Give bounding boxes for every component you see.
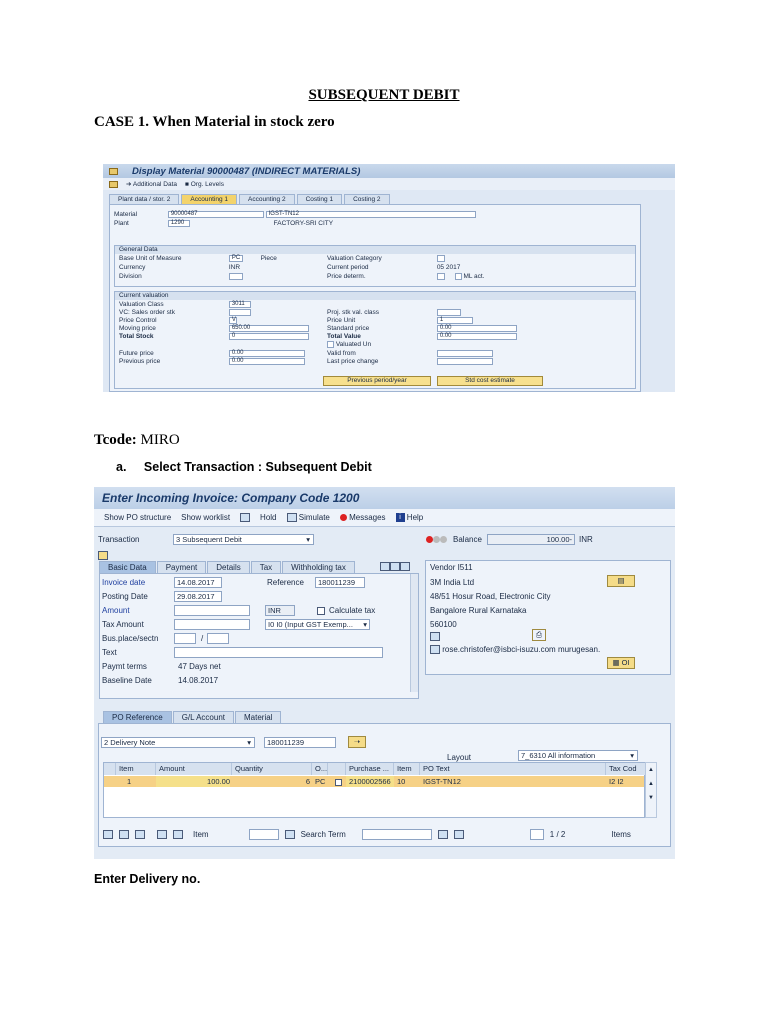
standard-price-field[interactable]: 0.00 (437, 325, 517, 332)
row-tax-code: I2 I2 (609, 777, 624, 786)
vendor-name: 3M India Ltd (430, 578, 475, 587)
future-price-label: Future price (119, 350, 154, 358)
vendor-panel (425, 560, 671, 675)
tab-withholding-tax[interactable]: Withholding tax (282, 561, 355, 573)
balance-label: Balance (453, 535, 482, 544)
page-field[interactable] (530, 829, 544, 840)
tax-code-select[interactable]: I0 I0 (Input GST Exemp... ▾ (265, 619, 370, 630)
total-stock-field[interactable]: 0 (229, 333, 309, 340)
search-term-icon[interactable] (285, 830, 295, 839)
sap2-toolbar (94, 509, 675, 527)
invoice-date-label: Invoice date (102, 578, 146, 587)
tab-scroll-icons[interactable] (380, 562, 410, 571)
case-title: CASE 1. When Material in stock zero (94, 114, 335, 130)
layout-label: Layout (447, 753, 472, 762)
item-field[interactable] (249, 829, 279, 840)
valid-from-label: Valid from (327, 350, 356, 358)
valuation-class-field[interactable]: 3011 (229, 301, 251, 308)
balance-traffic-light-icon (426, 535, 447, 544)
messages-icon (340, 514, 347, 521)
sap1-window-title: Display Material 90000487 (INDIRECT MATERIALS) (132, 165, 361, 177)
chevron-down-icon: ▾ (363, 620, 367, 629)
simulate-icon (287, 513, 297, 522)
tcode-value: MIRO (140, 432, 180, 448)
table-row[interactable] (104, 776, 644, 787)
current-valuation-group (114, 291, 636, 389)
vendor-city: Bangalore Rural Karnataka (430, 606, 527, 615)
insert-row-icon[interactable] (157, 830, 167, 839)
tab-plant-data[interactable]: Plant data / stor. 2 (109, 194, 179, 204)
vendor-bank-icon[interactable] (430, 632, 440, 641)
tab-accounting-1[interactable]: Accounting 1 (181, 194, 237, 204)
row-item: 1 (127, 777, 132, 786)
total-value-label: Total Value (327, 333, 361, 341)
plant-field[interactable]: 1290 (168, 220, 190, 227)
hold-button[interactable]: Hold (260, 513, 277, 522)
current-period-label: Current period (327, 264, 369, 271)
bus-place-label: Bus.place/sectn (102, 634, 159, 643)
currency-field[interactable]: INR (265, 605, 295, 616)
price-determ-label: Price determ. (327, 273, 366, 281)
tab-material[interactable]: Material (235, 711, 281, 723)
sap1-main-panel (109, 204, 641, 392)
text-field[interactable] (174, 647, 383, 658)
scrollbar[interactable] (410, 574, 418, 692)
row-quantity: 6 (305, 777, 310, 786)
show-po-structure-button[interactable]: Show PO structure (104, 513, 172, 522)
basic-data-panel (99, 573, 419, 699)
col-po-text[interactable]: PO Text (420, 763, 606, 775)
material-label: Material (114, 211, 138, 219)
calculate-tax-checkbox[interactable] (317, 606, 325, 615)
reference-doc-type-select[interactable]: 2 Delivery Note ▾ (101, 737, 255, 748)
proj-stk-label: Proj. stk val. class (327, 309, 380, 317)
toggle-header-icon[interactable] (98, 551, 108, 560)
reference-field[interactable]: 180011239 (315, 577, 365, 588)
col-order-unit[interactable]: O... (312, 763, 328, 775)
text-label: Text (102, 648, 117, 657)
amount-label: Amount (102, 606, 130, 615)
current-period-value: 05 2017 (436, 264, 461, 271)
tcode-line (94, 432, 180, 449)
last-price-change-label: Last price change (327, 358, 379, 366)
items-label: Items (611, 829, 631, 839)
chevron-down-icon: ▾ (306, 535, 310, 544)
simulate-button[interactable]: Simulate (287, 513, 330, 522)
vendor-title: Vendor I511 (430, 563, 473, 572)
display-change-icon[interactable] (109, 181, 118, 188)
tab-costing-2[interactable]: Costing 2 (344, 194, 389, 204)
calculate-tax-label: Calculate tax (329, 606, 376, 615)
tab-tax[interactable]: Tax (251, 561, 281, 573)
standard-price-label: Standard price (327, 325, 370, 333)
print-icon[interactable]: ⎙ (532, 629, 546, 641)
enter-delivery-instruction: Enter Delivery no. (94, 872, 201, 886)
general-data-header: General Data (115, 246, 635, 254)
row-unit: PC (315, 777, 326, 786)
ml-act-checkbox[interactable] (455, 273, 462, 280)
valid-from-field[interactable] (437, 350, 493, 357)
current-valuation-header: Current valuation (115, 292, 635, 300)
org-levels-button[interactable]: ■ Org. Levels (185, 180, 224, 188)
material-desc-field: IGST-TN12 (266, 211, 476, 218)
section-field[interactable] (207, 633, 229, 644)
balance-currency: INR (579, 535, 593, 544)
tab-costing-1[interactable]: Costing 1 (297, 194, 342, 204)
chevron-down-icon: ▾ (630, 751, 634, 760)
deselect-all-icon[interactable] (119, 830, 129, 839)
moving-price-label: Moving price (119, 325, 156, 333)
sap2-window-title: Enter Incoming Invoice: Company Code 1200 (102, 491, 360, 505)
previous-price-label: Previous price (119, 358, 161, 366)
open-items-button[interactable]: ▦ OI (607, 657, 635, 669)
tree-icon[interactable] (240, 513, 250, 522)
transaction-label: Transaction (98, 535, 140, 544)
payment-terms-label: Paymt terms (102, 662, 147, 671)
price-control-field[interactable]: V (229, 317, 237, 324)
sap1-tabstrip (109, 194, 669, 204)
division-field[interactable] (229, 273, 243, 280)
price-unit-field[interactable]: 1 (437, 317, 473, 324)
sap2-titlebar (94, 487, 675, 509)
search-term-label: Search Term (300, 829, 346, 839)
price-control-label: Price Control (119, 317, 157, 325)
ml-act-label: ML act. (463, 273, 485, 281)
chevron-down-icon: ▾ (247, 738, 251, 747)
delivery-number-field[interactable]: 180011239 (264, 737, 336, 748)
bus-place-field[interactable] (174, 633, 196, 644)
select-all-column[interactable] (104, 763, 116, 775)
tab-gl-account[interactable]: G/L Account (173, 711, 234, 723)
valuation-category-label: Valuation Category (327, 255, 382, 263)
select-all-icon[interactable] (103, 830, 113, 839)
col-purchase-order[interactable]: Purchase ... (346, 763, 394, 775)
currency-value: INR (228, 264, 241, 271)
vendor-email[interactable]: rose.christofer@isbci-isuzu.com murugesan. (430, 645, 600, 654)
document-title: SUBSEQUENT DEBIT (308, 87, 460, 103)
baseline-date-label: Baseline Date (102, 676, 152, 685)
col-flag-icon[interactable] (328, 763, 346, 775)
tax-amount-label: Tax Amount (102, 620, 144, 629)
detail-icon[interactable] (135, 830, 145, 839)
previous-price-field[interactable]: 0.00 (229, 358, 305, 365)
step-a (116, 460, 372, 474)
tax-amount-field[interactable] (174, 619, 250, 630)
item-label: Item (193, 829, 209, 839)
col-item[interactable]: Item (116, 763, 156, 775)
amount-field[interactable] (174, 605, 250, 616)
base-uom-desc: Piece (260, 255, 277, 263)
division-label: Division (119, 273, 142, 281)
help-icon: i (396, 513, 405, 522)
mail-icon (430, 645, 440, 654)
help-button[interactable]: i Help (396, 513, 424, 522)
valuated-un-checkbox[interactable] (327, 341, 334, 348)
base-uom-field[interactable]: PC (229, 255, 243, 262)
item-tabstrip (103, 711, 281, 723)
col-quantity[interactable]: Quantity (232, 763, 312, 775)
menu-icon[interactable] (109, 168, 118, 175)
vendor-display-button[interactable]: ▤ (607, 575, 635, 587)
price-unit-label: Price Unit (327, 317, 356, 325)
proj-stk-field[interactable] (437, 309, 461, 316)
valuated-un-label: Valuated Un (335, 341, 372, 349)
balance-field: 100.00- (487, 534, 575, 545)
valuation-category-field[interactable] (437, 255, 445, 262)
additional-data-button[interactable]: ➔ Additional Data (126, 181, 177, 188)
table-vertical-scrollbar[interactable]: ▲ ▲ ▼ (645, 762, 657, 818)
future-price-field[interactable]: 0.00 (229, 350, 305, 357)
posting-date-field[interactable]: 29.08.2017 (174, 591, 222, 602)
row-po-item: 10 (397, 777, 406, 786)
total-value-field[interactable]: 0.00 (437, 333, 517, 340)
col-po-item[interactable]: Item (394, 763, 420, 775)
items-table (103, 762, 645, 818)
tcode-label: Tcode: (94, 432, 137, 448)
page-indicator: 1 / 2 (549, 829, 566, 839)
vendor-street: 48/51 Hosur Road, Electronic City (430, 592, 551, 601)
std-cost-estimate-button[interactable]: Std cost estimate (437, 376, 543, 386)
step-marker: a. (116, 460, 127, 474)
previous-period-button[interactable]: Previous period/year (323, 376, 431, 386)
invoice-date-field[interactable]: 14.08.2017 (174, 577, 222, 588)
header-tabstrip (99, 561, 355, 573)
enter-invoice-screenshot (94, 487, 675, 859)
show-worklist-button[interactable]: Show worklist (181, 513, 231, 522)
last-price-change-field[interactable] (437, 358, 493, 365)
display-material-screenshot (103, 164, 675, 392)
find-next-icon[interactable] (454, 830, 464, 839)
reference-label: Reference (267, 578, 304, 587)
table-bottom-toolbar (103, 826, 666, 842)
valuation-class-label: Valuation Class (119, 301, 164, 309)
bus-place-separator: / (201, 634, 204, 643)
base-uom-label: Base Unit of Measure (119, 255, 182, 263)
layout-select[interactable]: 7_6310 All information ▾ (518, 750, 638, 761)
row-amount[interactable]: 100.00 (156, 776, 230, 787)
search-term-field[interactable] (362, 829, 432, 840)
material-field[interactable]: 90000487 (168, 211, 264, 218)
messages-button[interactable]: Messages (340, 513, 386, 522)
transfer-icon[interactable]: ➝ (348, 736, 366, 748)
find-icon[interactable] (438, 830, 448, 839)
moving-price-field[interactable]: 650.00 (229, 325, 309, 332)
sap1-titlebar (103, 164, 675, 178)
vendor-pin: 560100 (430, 620, 457, 629)
baseline-date-value: 14.08.2017 (178, 676, 219, 685)
row-po-text: IGST-TN12 (423, 777, 461, 786)
filter-icon[interactable] (173, 830, 183, 839)
tab-details[interactable]: Details (207, 561, 249, 573)
plant-label: Plant (114, 220, 129, 228)
col-tax-code[interactable]: Tax Cod (606, 763, 646, 775)
col-amount[interactable]: Amount (156, 763, 232, 775)
currency-label: Currency (119, 264, 146, 271)
plant-desc: FACTORY-SRI CITY (273, 220, 334, 228)
total-stock-label: Total Stock (119, 333, 154, 341)
vc-sales-order-field[interactable] (229, 309, 251, 316)
posting-date-label: Posting Date (102, 592, 148, 601)
row-purchase-order: 2100002566 (346, 776, 394, 787)
tab-accounting-2[interactable]: Accounting 2 (239, 194, 295, 204)
general-data-group (114, 245, 636, 287)
row-checkbox[interactable] (332, 776, 342, 787)
step-text: Select Transaction : Subsequent Debit (143, 460, 372, 474)
payment-terms-value: 47 Days net (178, 662, 221, 671)
tab-po-reference[interactable]: PO Reference (103, 711, 172, 723)
sap1-toolbar (103, 178, 675, 190)
tab-payment[interactable]: Payment (157, 561, 207, 573)
price-determ-field[interactable] (437, 273, 445, 280)
transaction-select[interactable]: 3 Subsequent Debit ▾ (173, 534, 314, 545)
vc-sales-order-label: VC: Sales order stk (119, 309, 175, 317)
tab-basic-data[interactable]: Basic Data (99, 561, 156, 573)
